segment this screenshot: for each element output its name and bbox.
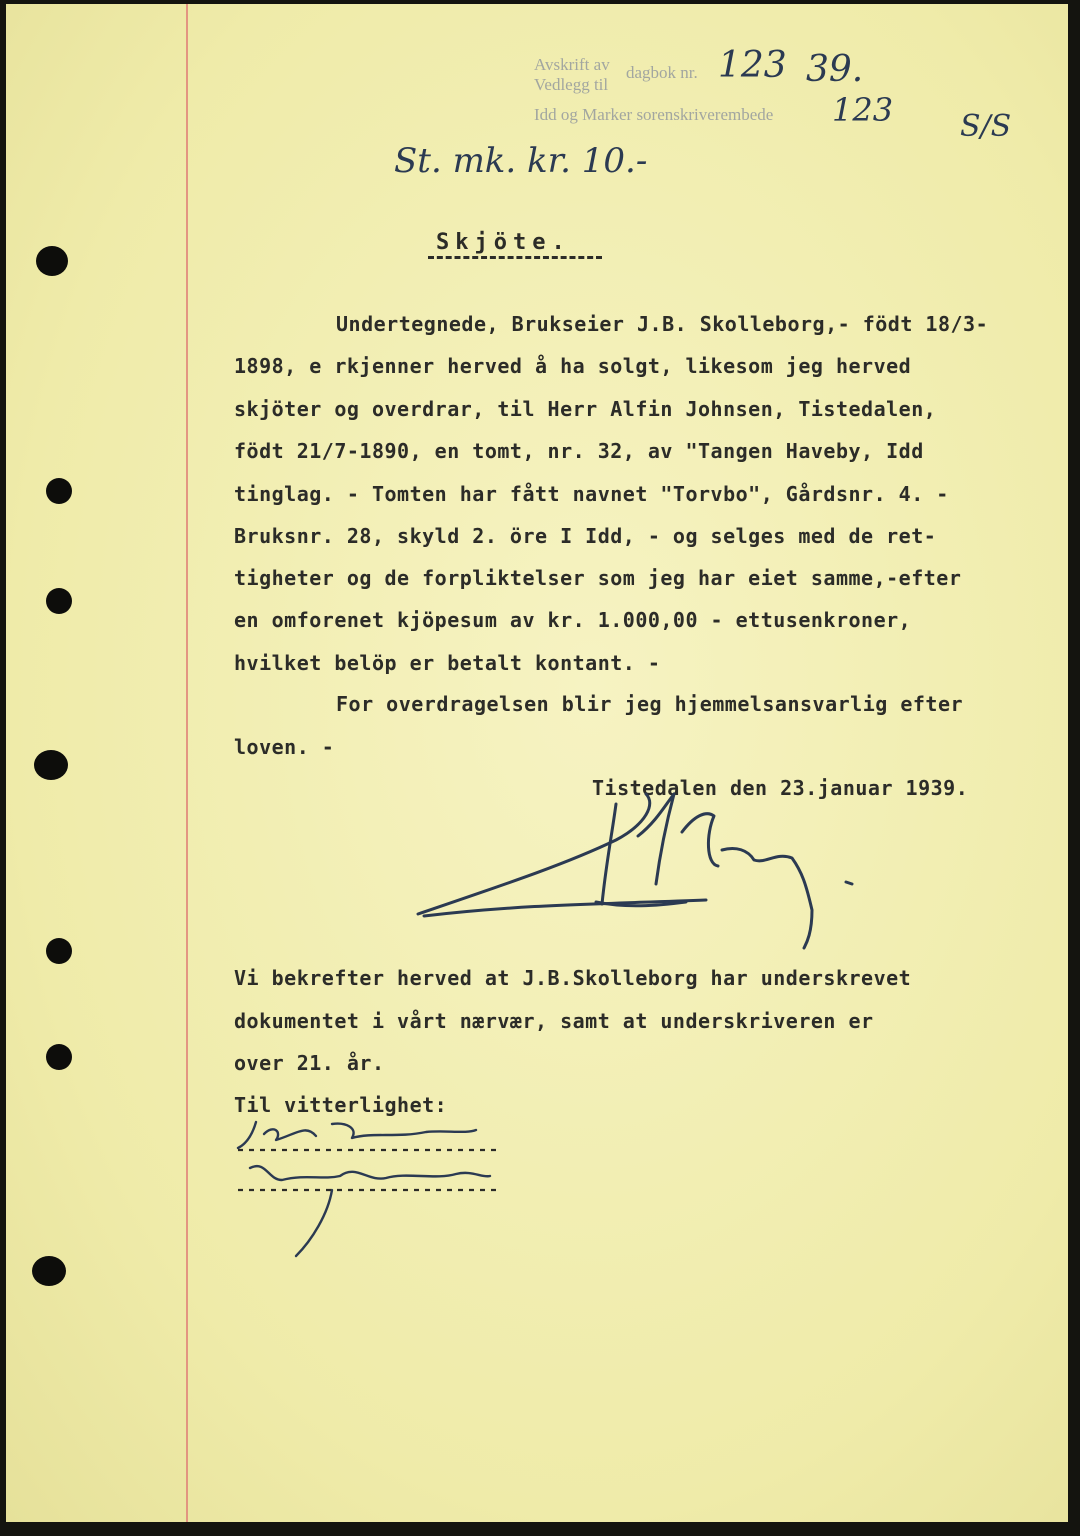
stamp-fee: St. mk. kr. 10.- — [394, 141, 648, 181]
stamp-dagbok: dagbok nr. — [626, 63, 698, 82]
place-date: Tistedalen den 23.januar 1939. — [592, 776, 969, 800]
attestation-line: dokumentet i vårt nærvær, samt at underskriveren er — [234, 1009, 874, 1033]
initials: S/S — [960, 109, 1012, 144]
body-line: tigheter og de forpliktelser som jeg har eiet samme,-efter — [234, 566, 962, 590]
embede-number: 123 — [832, 91, 894, 129]
witness-label: Til vitterlighet: — [234, 1093, 448, 1117]
document-title: Skjöte. — [436, 230, 571, 255]
stamp-line-2: Vedlegg til — [534, 75, 609, 94]
witness-signatures — [6, 4, 1068, 1522]
body-line: Undertegnede, Brukseier J.B. Skolleborg,- födt 18/3- — [336, 312, 989, 336]
body-line: For overdragelsen blir jeg hjemmelsansvarlig efter — [336, 692, 964, 716]
body-line: Bruksnr. 28, skyld 2. öre I Idd, - og selges med de ret- — [234, 524, 937, 548]
body-line: 1898, e rkjenner herved å ha solgt, likesom jeg herved — [234, 354, 912, 378]
stamp-line-3: Idd og Marker sorenskriverembede — [534, 105, 774, 124]
dagbok-number: 123 — [718, 45, 787, 86]
attestation-line: Vi bekrefter herved at J.B.Skolleborg har underskrevet — [234, 966, 912, 990]
body-line: loven. - — [234, 735, 335, 759]
attestation-line: over 21. år. — [234, 1051, 385, 1075]
body-line: skjöter og overdrar, til Herr Alfin Johnsen, Tistedalen, — [234, 397, 937, 421]
body-line: hvilket belöp er betalt kontant. - — [234, 651, 661, 675]
stamp-line-1: Avskrift av — [534, 55, 610, 74]
body-line: födt 21/7-1890, en tomt, nr. 32, av "Tangen Haveby, Idd — [234, 439, 924, 463]
document-page — [6, 4, 1068, 1522]
body-line: en omforenet kjöpesum av kr. 1.000,00 - ettusenkroner, — [234, 608, 912, 632]
body-line: tinglag. - Tomten har fått navnet "Torvbo", Gårdsnr. 4. - — [234, 482, 949, 506]
dagbok-year: 39. — [806, 49, 864, 90]
